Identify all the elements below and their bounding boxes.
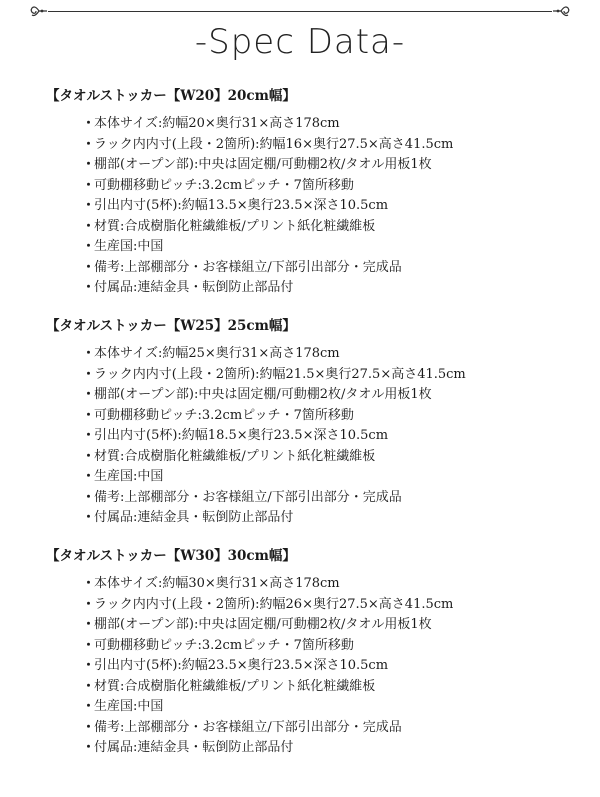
bullet-icon: ・	[82, 280, 96, 295]
bullet-icon: ・	[82, 198, 96, 213]
section-heading: 【タオルストッカー【W20】20cm幅】	[46, 88, 296, 104]
bullet-icon: ・	[82, 218, 96, 234]
spec-item: ・可動棚移動ピッチ:3.2cmピッチ・7箇所移動	[82, 636, 566, 657]
spec-item: ・ラック内内寸(上段・2箇所):約幅21.5×奥行27.5×高さ41.5cm	[82, 365, 566, 386]
flourish-right-icon	[552, 3, 570, 19]
spec-item: ・棚部(オープン部):中央は固定棚/可動棚2枚/タオル用板1枚	[82, 385, 566, 406]
spec-item: ・本体サイズ:約幅30×奥行31×高さ178cm	[82, 574, 566, 595]
bullet-icon: ・	[82, 740, 96, 755]
bullet-icon: ・	[82, 448, 96, 464]
spec-item: ・引出内寸(5杯):約幅23.5×奥行23.5×深さ10.5cm	[82, 656, 566, 677]
section-heading: 【タオルストッカー【W30】30cm幅】	[46, 548, 296, 564]
flourish-left-icon	[30, 3, 48, 19]
bullet-icon: ・	[82, 428, 96, 443]
bullet-icon: ・	[82, 617, 96, 632]
spec-section-w30	[46, 546, 566, 759]
spec-item: ・材質:合成樹脂化粧繊維板/プリント紙化粧繊維板	[82, 447, 566, 468]
bullet-icon: ・	[82, 658, 96, 673]
spec-item: ・引出内寸(5杯):約幅18.5×奥行23.5×深さ10.5cm	[82, 426, 566, 447]
spec-item: ・付属品:連結金具・転倒防止部品付	[82, 508, 566, 529]
section-heading: 【タオルストッカー【W25】25cm幅】	[46, 318, 296, 334]
spec-item: ・備考:上部棚部分・お客様組立/下部引出部分・完成品	[82, 258, 566, 279]
spec-item: ・本体サイズ:約幅25×奥行31×高さ178cm	[82, 344, 566, 365]
spec-item: ・可動棚移動ピッチ:3.2cmピッチ・7箇所移動	[82, 406, 566, 427]
bullet-icon: ・	[82, 136, 96, 152]
bullet-icon: ・	[82, 596, 96, 612]
spec-item: ・ラック内内寸(上段・2箇所):約幅16×奥行27.5×高さ41.5cm	[82, 135, 566, 156]
bullet-icon: ・	[82, 637, 96, 653]
spec-item: ・棚部(オープン部):中央は固定棚/可動棚2枚/タオル用板1枚	[82, 615, 566, 636]
bullet-icon: ・	[82, 469, 96, 484]
spec-section-w25	[46, 316, 566, 529]
bullet-icon: ・	[82, 678, 96, 694]
spec-list	[46, 574, 566, 759]
bullet-icon: ・	[82, 576, 96, 591]
spec-item: ・引出内寸(5杯):約幅13.5×奥行23.5×深さ10.5cm	[82, 196, 566, 217]
spec-item: ・備考:上部棚部分・お客様組立/下部引出部分・完成品	[82, 488, 566, 509]
spec-item: ・生産国:中国	[82, 697, 566, 718]
bullet-icon: ・	[82, 699, 96, 714]
bullet-icon: ・	[82, 346, 96, 361]
spec-list	[46, 344, 566, 529]
spec-item: ・付属品:連結金具・転倒防止部品付	[82, 278, 566, 299]
page-title: -Spec Data-	[194, 22, 406, 62]
spec-section-w20	[46, 86, 566, 299]
spec-item: ・生産国:中国	[82, 237, 566, 258]
bullet-icon: ・	[82, 719, 96, 735]
spec-item: ・付属品:連結金具・転倒防止部品付	[82, 738, 566, 759]
bullet-icon: ・	[82, 366, 96, 382]
spec-list	[46, 114, 566, 299]
bullet-icon: ・	[82, 259, 96, 275]
bullet-icon: ・	[82, 387, 96, 402]
bullet-icon: ・	[82, 157, 96, 172]
spec-item: ・本体サイズ:約幅20×奥行31×高さ178cm	[82, 114, 566, 135]
spec-item: ・棚部(オープン部):中央は固定棚/可動棚2枚/タオル用板1枚	[82, 155, 566, 176]
bullet-icon: ・	[82, 239, 96, 254]
spec-item: ・ラック内内寸(上段・2箇所):約幅26×奥行27.5×高さ41.5cm	[82, 595, 566, 616]
top-divider-line	[48, 11, 552, 12]
spec-item: ・材質:合成樹脂化粧繊維板/プリント紙化粧繊維板	[82, 217, 566, 238]
spec-item: ・生産国:中国	[82, 467, 566, 488]
bullet-icon: ・	[82, 116, 96, 131]
spec-item: ・可動棚移動ピッチ:3.2cmピッチ・7箇所移動	[82, 176, 566, 197]
bullet-icon: ・	[82, 510, 96, 525]
bullet-icon: ・	[82, 177, 96, 193]
spec-item: ・材質:合成樹脂化粧繊維板/プリント紙化粧繊維板	[82, 677, 566, 698]
bullet-icon: ・	[82, 407, 96, 423]
bullet-icon: ・	[82, 489, 96, 505]
spec-item: ・備考:上部棚部分・お客様組立/下部引出部分・完成品	[82, 718, 566, 739]
